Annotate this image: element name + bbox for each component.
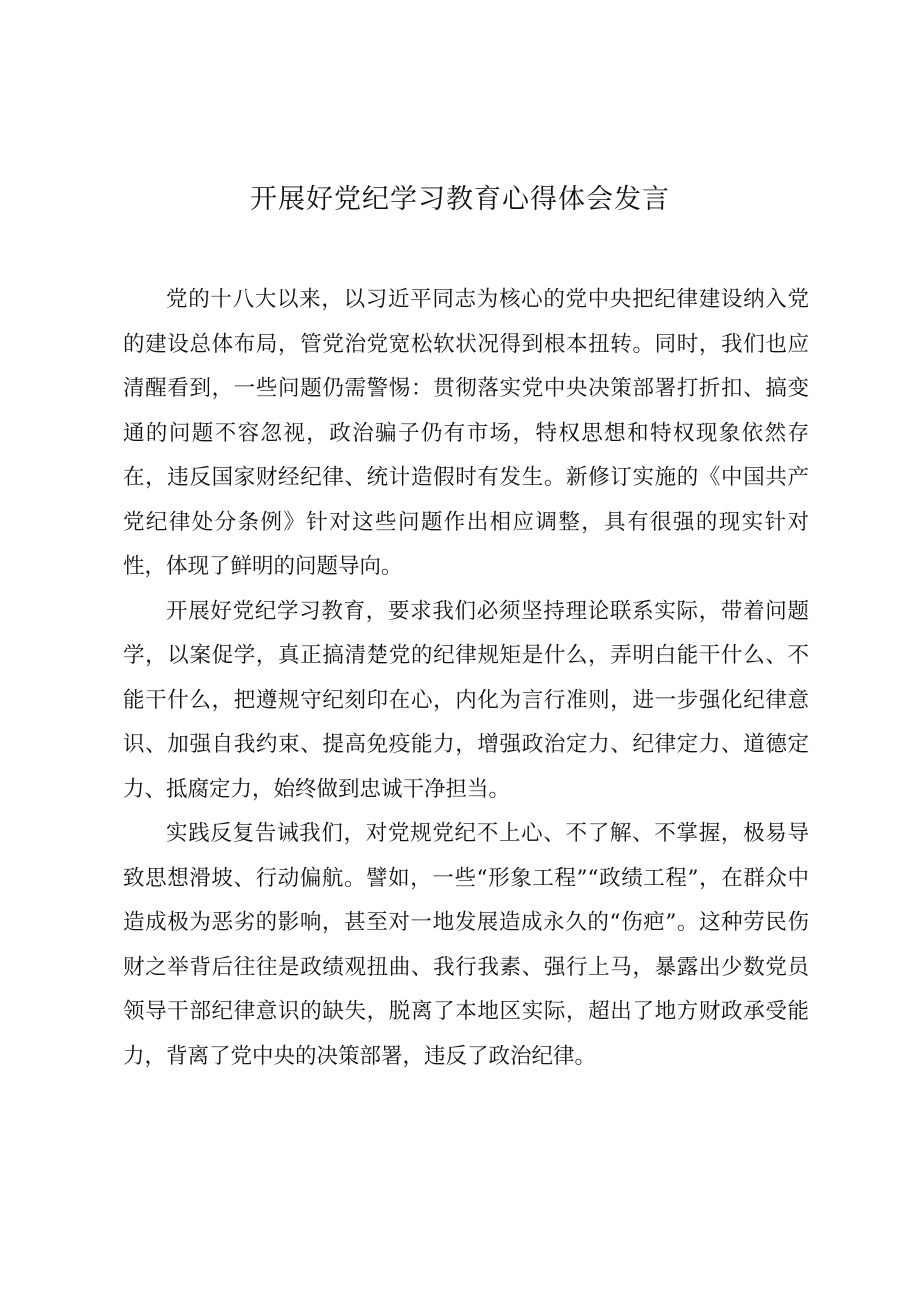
paragraph-1: 党的十八大以来，以习近平同志为核心的党中央把纪律建设纳入党的建设总体布局，管党治党宽松软状况得到根本扭转。同时，我们也应清醒看到，一些问题仍需警惕：贯彻落实党中央决策部署打折扣、搞变通的问题不容忽视，政治骗子仍有市场，特权思想和特权现象依然存在，违反国家财经纪律、统计造假时有发生。新修订实施的《中国共产党纪律处分条例》针对这些问题作出相应调整，具有很强的现实针对性，体现了鲜明的问题导向。 <box>123 287 809 579</box>
paragraph-2: 开展好党纪学习教育，要求我们必须坚持理论联系实际，带着问题学，以案促学，真正搞清楚党的纪律规矩是什么，弄明白能干什么、不能干什么，把遵规守纪刻印在心，内化为言行准则，进一步强化纪律意识、加强自我约束、提高免疫能力，增强政治定力、纪律定力、道德定力、抵腐定力，始终做到忠诚干净担当。 <box>123 598 809 802</box>
paragraph-3: 实践反复告诫我们，对党规党纪不上心、不了解、不掌握，极易导致思想滑坡、行动偏航。譬如，一些“形象工程”“政绩工程”，在群众中造成极为恶劣的影响，甚至对一地发展造成永久的“伤疤”。这种劳民伤财之举背后往往是政绩观扭曲、我行我素、强行上马，暴露出少数党员领导干部纪律意识的缺失，脱离了本地区实际，超出了地方财政承受能力，背离了党中央的决策部署，违反了政治纪律。 <box>123 821 809 1069</box>
document-body <box>123 278 809 1079</box>
document-title: 开展好党纪学习教育心得体会发言 <box>250 184 670 215</box>
